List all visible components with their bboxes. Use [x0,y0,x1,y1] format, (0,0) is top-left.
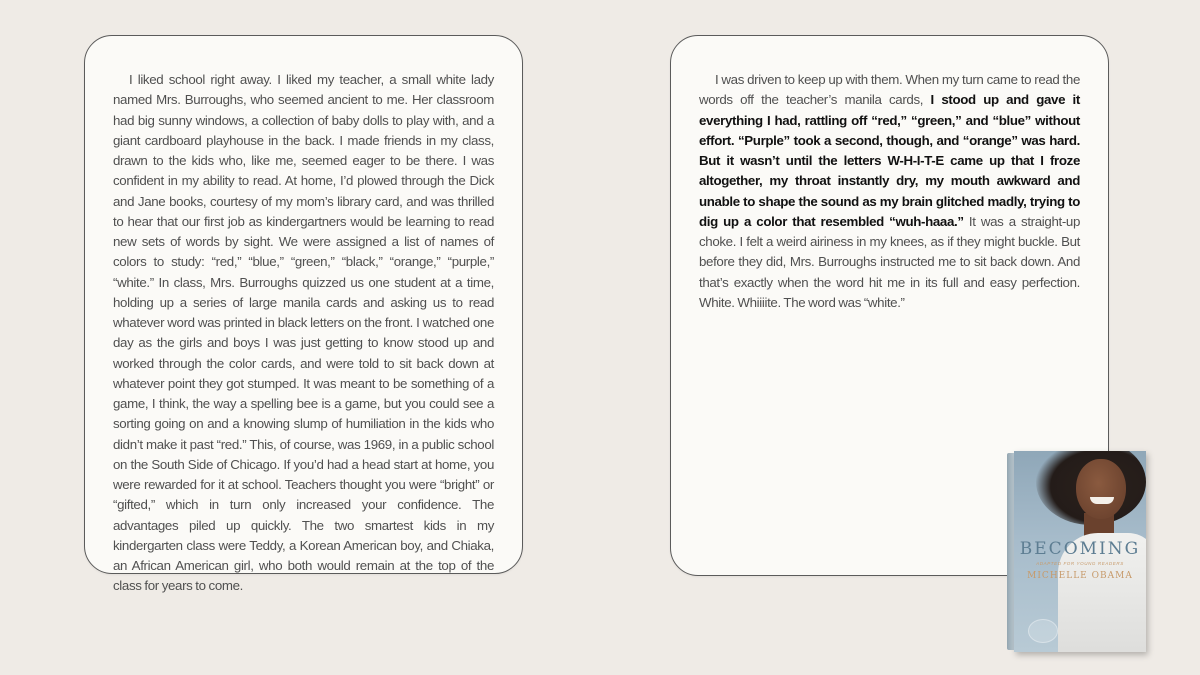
left-paragraph: I liked school right away. I liked my teacher, a small white lady named Mrs. Burroughs, who seemed ancient to me. Her classroom had big sunny windows, a collection of baby dolls to play with, and a giant cardboard playhouse in the back. I made friends in my class, drawn to the kids who, like me, seemed eager to be there. I was confident in my ability to read. At home, I’d plowed through the Dick and Jane books, courtesy of my mom’s library card, and was thrilled to hear that our first job as kindergartners would be learning to read new sets of words by sight. We were assigned a list of names of colors to study: “red,” “blue,” “green,” “black,” “orange,” “purple,” “white.” In class, Mrs. Burroughs quizzed us one student at a time, holding up a series of large manila cards and asking us to read whatever word was printed in black letters on the front. I watched one day as the girls and boys I was just getting to know stood up and worked through the color cards, and were told to sit back down at whatever point they got stumped. It was meant to be something of a game, I think, the way a spelling bee is a game, but you could see a sorting going on and a knowing slump of humiliation in the kids who didn’t make it past “red.” This, of course, was 1969, in a public school on the South Side of Chicago. If you’d had a head start at home, you were rewarded for it at school. Teachers thought you were “bright” or “gifted,” which in turn only increased your confidence. The advantages piled up quickly. The two smartest kids in my kindergarten class were Teddy, a Korean American boy, and Chiaka, an African American girl, who both would remain at the top of the class for years to come. [113,72,494,594]
right-paragraph-end: It was a straight-up choke. I felt a weird airiness in my knees, as if they might buckle. But before they did, Mrs. Burroughs instructed me to sit back down. And that’s exactly when the word hit me in its full and easy perfection. White. Whiiiite. The word was “white.” [699,213,1081,310]
right-paragraph-start: I was driven to keep up with them. When my turn came to read the words off the teacher’s manila cards, [699,72,1080,108]
book-subtitle: ADAPTED FOR YOUNG READERS [1036,561,1124,566]
book-author: MICHELLE OBAMA [1027,571,1133,581]
left-text-card [84,35,523,594]
cover-photo-face [1076,459,1126,519]
cover-photo-smile [1090,497,1114,504]
book-cover-image [1007,451,1146,652]
right-paragraph [699,70,1080,313]
book-title: BECOMING [1019,539,1141,559]
right-paragraph-bold: I stood up and gave it everything I had, rattling off “red,” “green,” and “blue” without effort. “Purple” took a second, though, and “orange” was hard. But it wasn’t until the letters W-H-I-T-E came up that I froze altogether, my throat instantly dry, my mouth awkward and unable to shape the sound as my brain glitched madly, trying to dig up a color that resembled “wuh-haaa.” [699,92,1080,229]
cover-seal-icon [1028,619,1058,643]
